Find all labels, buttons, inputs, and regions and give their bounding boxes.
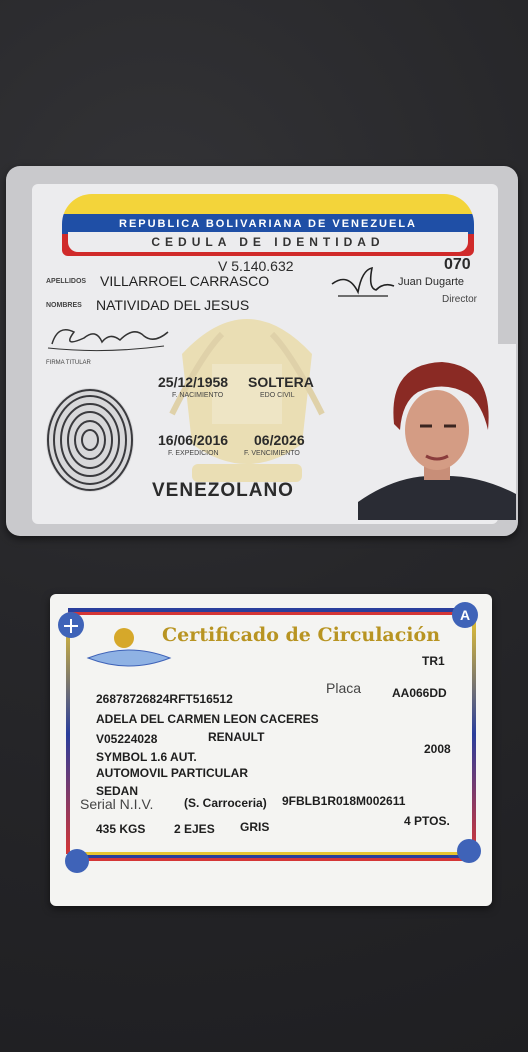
issue-date: 16/06/2016	[158, 432, 229, 448]
issue-date-label: F. EXPEDICION	[168, 450, 219, 457]
director-signature-icon	[328, 262, 398, 304]
right-stripe	[472, 614, 476, 854]
director-name: Juan Dugarte	[398, 276, 465, 288]
vehicle-model: SYMBOL 1.6 AUT.	[96, 750, 197, 764]
plate-number: AA066DD	[392, 686, 447, 700]
expiry-date-label: F. VENCIMIENTO	[244, 450, 300, 457]
birth-date-label: F. NACIMIENTO	[172, 392, 224, 399]
names-label: NOMBRES	[46, 302, 82, 309]
body-serial: 9FBLB1R018M002611	[282, 794, 406, 808]
identity-card	[6, 166, 518, 536]
bottom-stripe-red	[68, 858, 474, 861]
class-code: TR1	[422, 654, 445, 668]
bottom-right-emblem-icon	[454, 836, 484, 866]
fingerprint-icon	[40, 384, 140, 496]
holder-photo	[358, 344, 516, 520]
svg-text:A: A	[459, 607, 471, 623]
vehicle-body: SEDAN	[96, 784, 139, 798]
ministry-logo-icon	[84, 628, 174, 674]
vehicle-axles: 2 EJES	[174, 822, 215, 836]
circulation-certificate	[50, 594, 492, 906]
left-stripe	[66, 614, 70, 854]
body-serial-label: (S. Carroceria)	[184, 796, 267, 810]
bottom-left-emblem-icon	[62, 846, 92, 876]
vehicle-year: 2008	[424, 742, 451, 756]
owner-name: ADELA DEL CARMEN LEON CACERES	[96, 712, 319, 726]
certificate-number: 26878726824RFT516512	[96, 692, 233, 706]
top-stripe-red	[68, 612, 474, 615]
certificate-title: Certificado de Circulación	[162, 624, 441, 646]
serial-niv-label: Serial N.I.V.	[80, 796, 154, 812]
identity-card-face	[32, 184, 498, 524]
header-document-type: CEDULA DE IDENTIDAD	[68, 232, 468, 252]
card-serial: 070	[444, 256, 471, 273]
vehicle-make: RENAULT	[208, 730, 265, 744]
expiry-date: 06/2026	[254, 432, 305, 448]
surname-label: APELLIDOS	[46, 278, 87, 285]
plate-label: Placa	[326, 680, 362, 696]
portrait-icon	[358, 344, 516, 520]
civil-status-label: EDO CIVIL	[260, 392, 295, 399]
corner-emblem-icon	[56, 610, 86, 640]
surname: VILLARROEL CARRASCO	[100, 273, 270, 289]
vehicle-color: GRIS	[240, 820, 270, 834]
id-number: V 5.140.632	[218, 258, 294, 274]
letter-a-badge-icon	[450, 600, 480, 630]
nationality: VENEZOLANO	[152, 480, 294, 501]
civil-status: SOLTERA	[248, 374, 314, 390]
birth-date: 25/12/1958	[158, 374, 229, 390]
holder-signature-icon	[44, 318, 174, 358]
header-country: REPUBLICA BOLIVARIANA DE VENEZUELA	[119, 218, 417, 230]
owner-id: V05224028	[96, 732, 158, 746]
director-title: Director	[442, 294, 478, 305]
vehicle-weight: 435 KGS	[96, 822, 146, 836]
vehicle-seats: 4 PTOS.	[404, 814, 450, 828]
vehicle-use: AUTOMOVIL PARTICULAR	[96, 766, 248, 780]
given-names: NATIVIDAD DEL JESUS	[96, 297, 250, 313]
signature-label: FIRMA TITULAR	[46, 360, 91, 366]
